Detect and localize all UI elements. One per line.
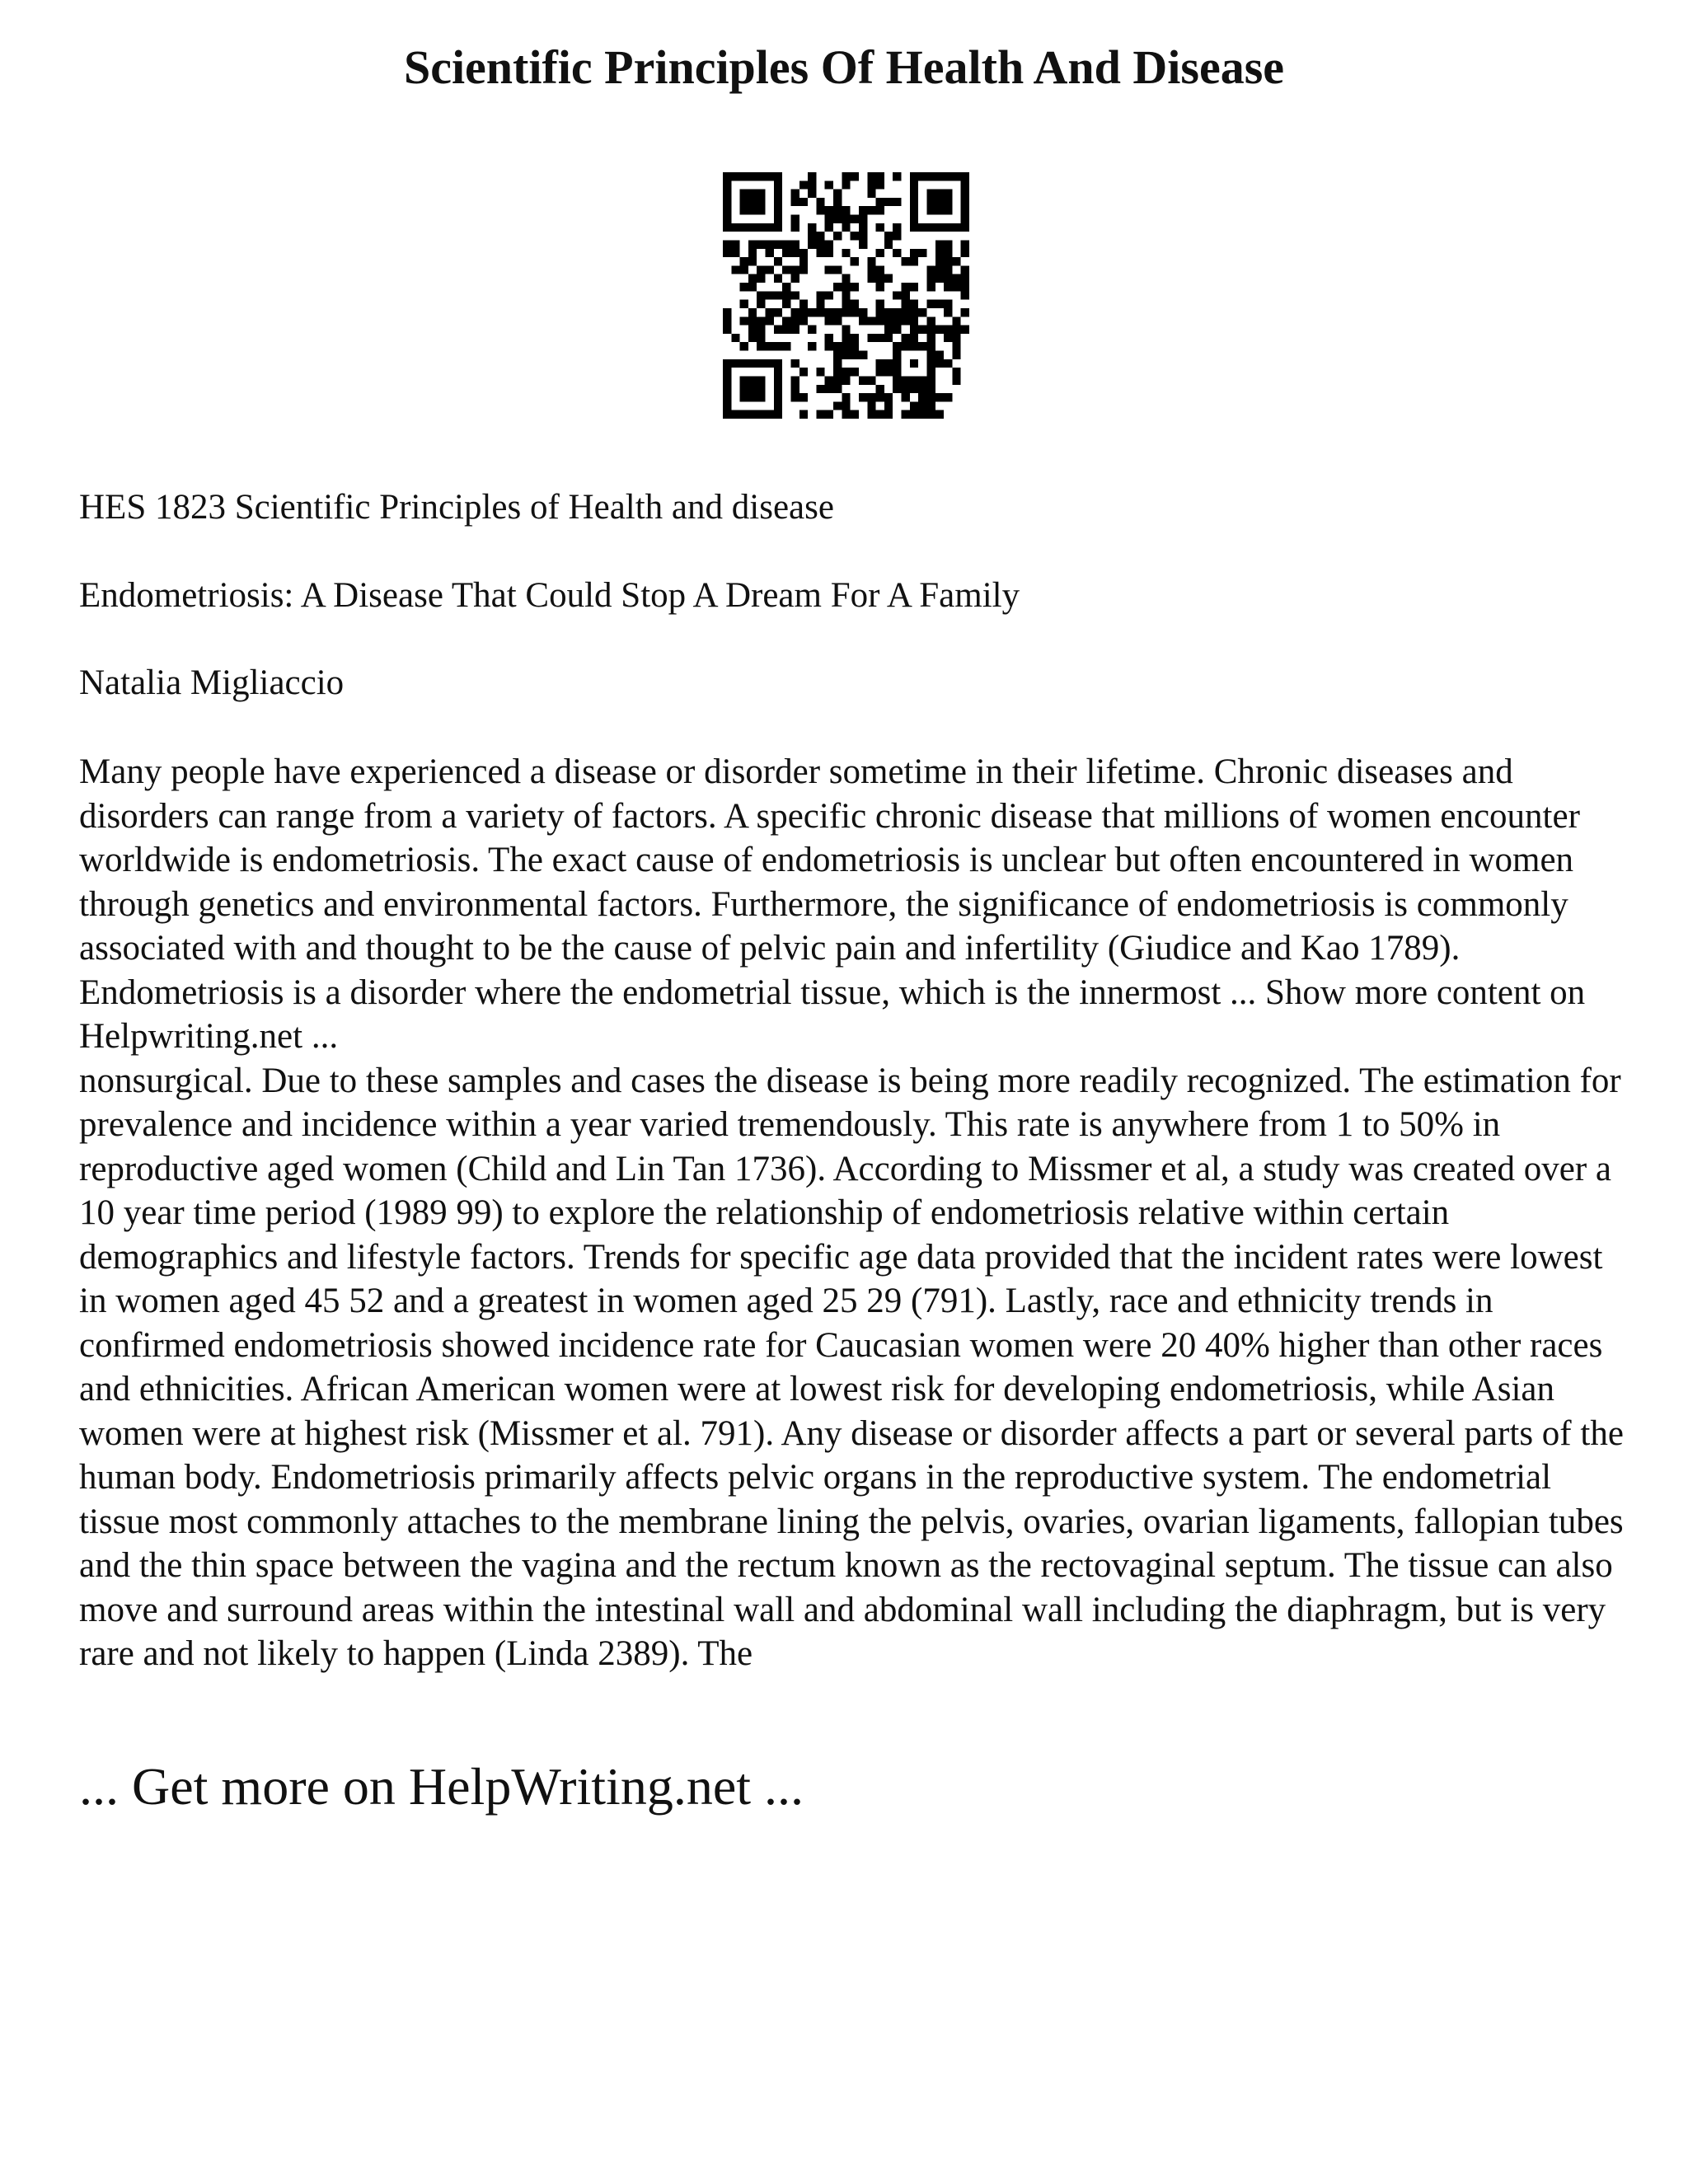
author-name: Natalia Migliaccio	[79, 663, 345, 702]
body-paragraph-1: Many people have experienced a disease or disorder sometime in their lifetime. Chronic diseases and disorders can range from a variety of factors. A specific chronic disease that millions of women encounter worldwide is endometriosis. The exact cause of endometriosis is unclear but often encountered in women through genetics and environmental factors. Furthermore, the significance of endometriosis is commonly associated with and thought to be the cause of pelvic pain and infertility (Giudice and Kao 1789). Endometriosis is a disorder where the endometrial tissue, which is the innermost ... Show more content on Helpwriting.net ...	[79, 752, 1586, 1056]
essay-body	[79, 750, 1629, 1676]
course-line: HES 1823 Scientific Principles of Health and disease	[79, 488, 834, 527]
document-title: Scientific Principles Of Health And Disease	[403, 40, 1285, 94]
body-paragraph-2: nonsurgical. Due to these samples and cases the disease is being more readily recognized. The estimation for prevalence and incidence within a year varied tremendously. This rate is anywhere from 1 to 50% in reproductive aged women (Child and Lin Tan 1736). According to Missmer et al, a study was created over a 10 year time period (1989 99) to explore the relationship of endometriosis relative within certain demographics and lifestyle factors. Trends for specific age data provided that the incident rates were lowest in women aged 45 52 and a greatest in women aged 25 29 (791). Lastly, race and ethnicity trends in confirmed endometriosis showed incidence rate for Caucasian women were 20 40% higher than other races and ethnicities. African American women were at lowest risk for developing endometriosis, while Asian women were at highest risk (Missmer et al. 791). Any disease or disorder affects a part or several parts of the human body. Endometriosis primarily affects pelvic organs in the reproductive system. The endometrial tissue most commonly attaches to the membrane lining the pelvis, ovaries, ovarian ligaments, fallopian tubes and the thin space between the vagina and the rectum known as the rectovaginal septum. The tissue can also move and surround areas within the intestinal wall and abdominal wall including the diaphragm, but is very rare and not likely to happen (Linda 2389). The	[79, 1061, 1624, 1673]
get-more-link[interactable]: ... Get more on HelpWriting.net ...	[79, 1757, 804, 1816]
essay-title: Endometriosis: A Disease That Could Stop A Dream For A Family	[79, 576, 1020, 615]
qr-code-icon[interactable]	[723, 172, 969, 419]
